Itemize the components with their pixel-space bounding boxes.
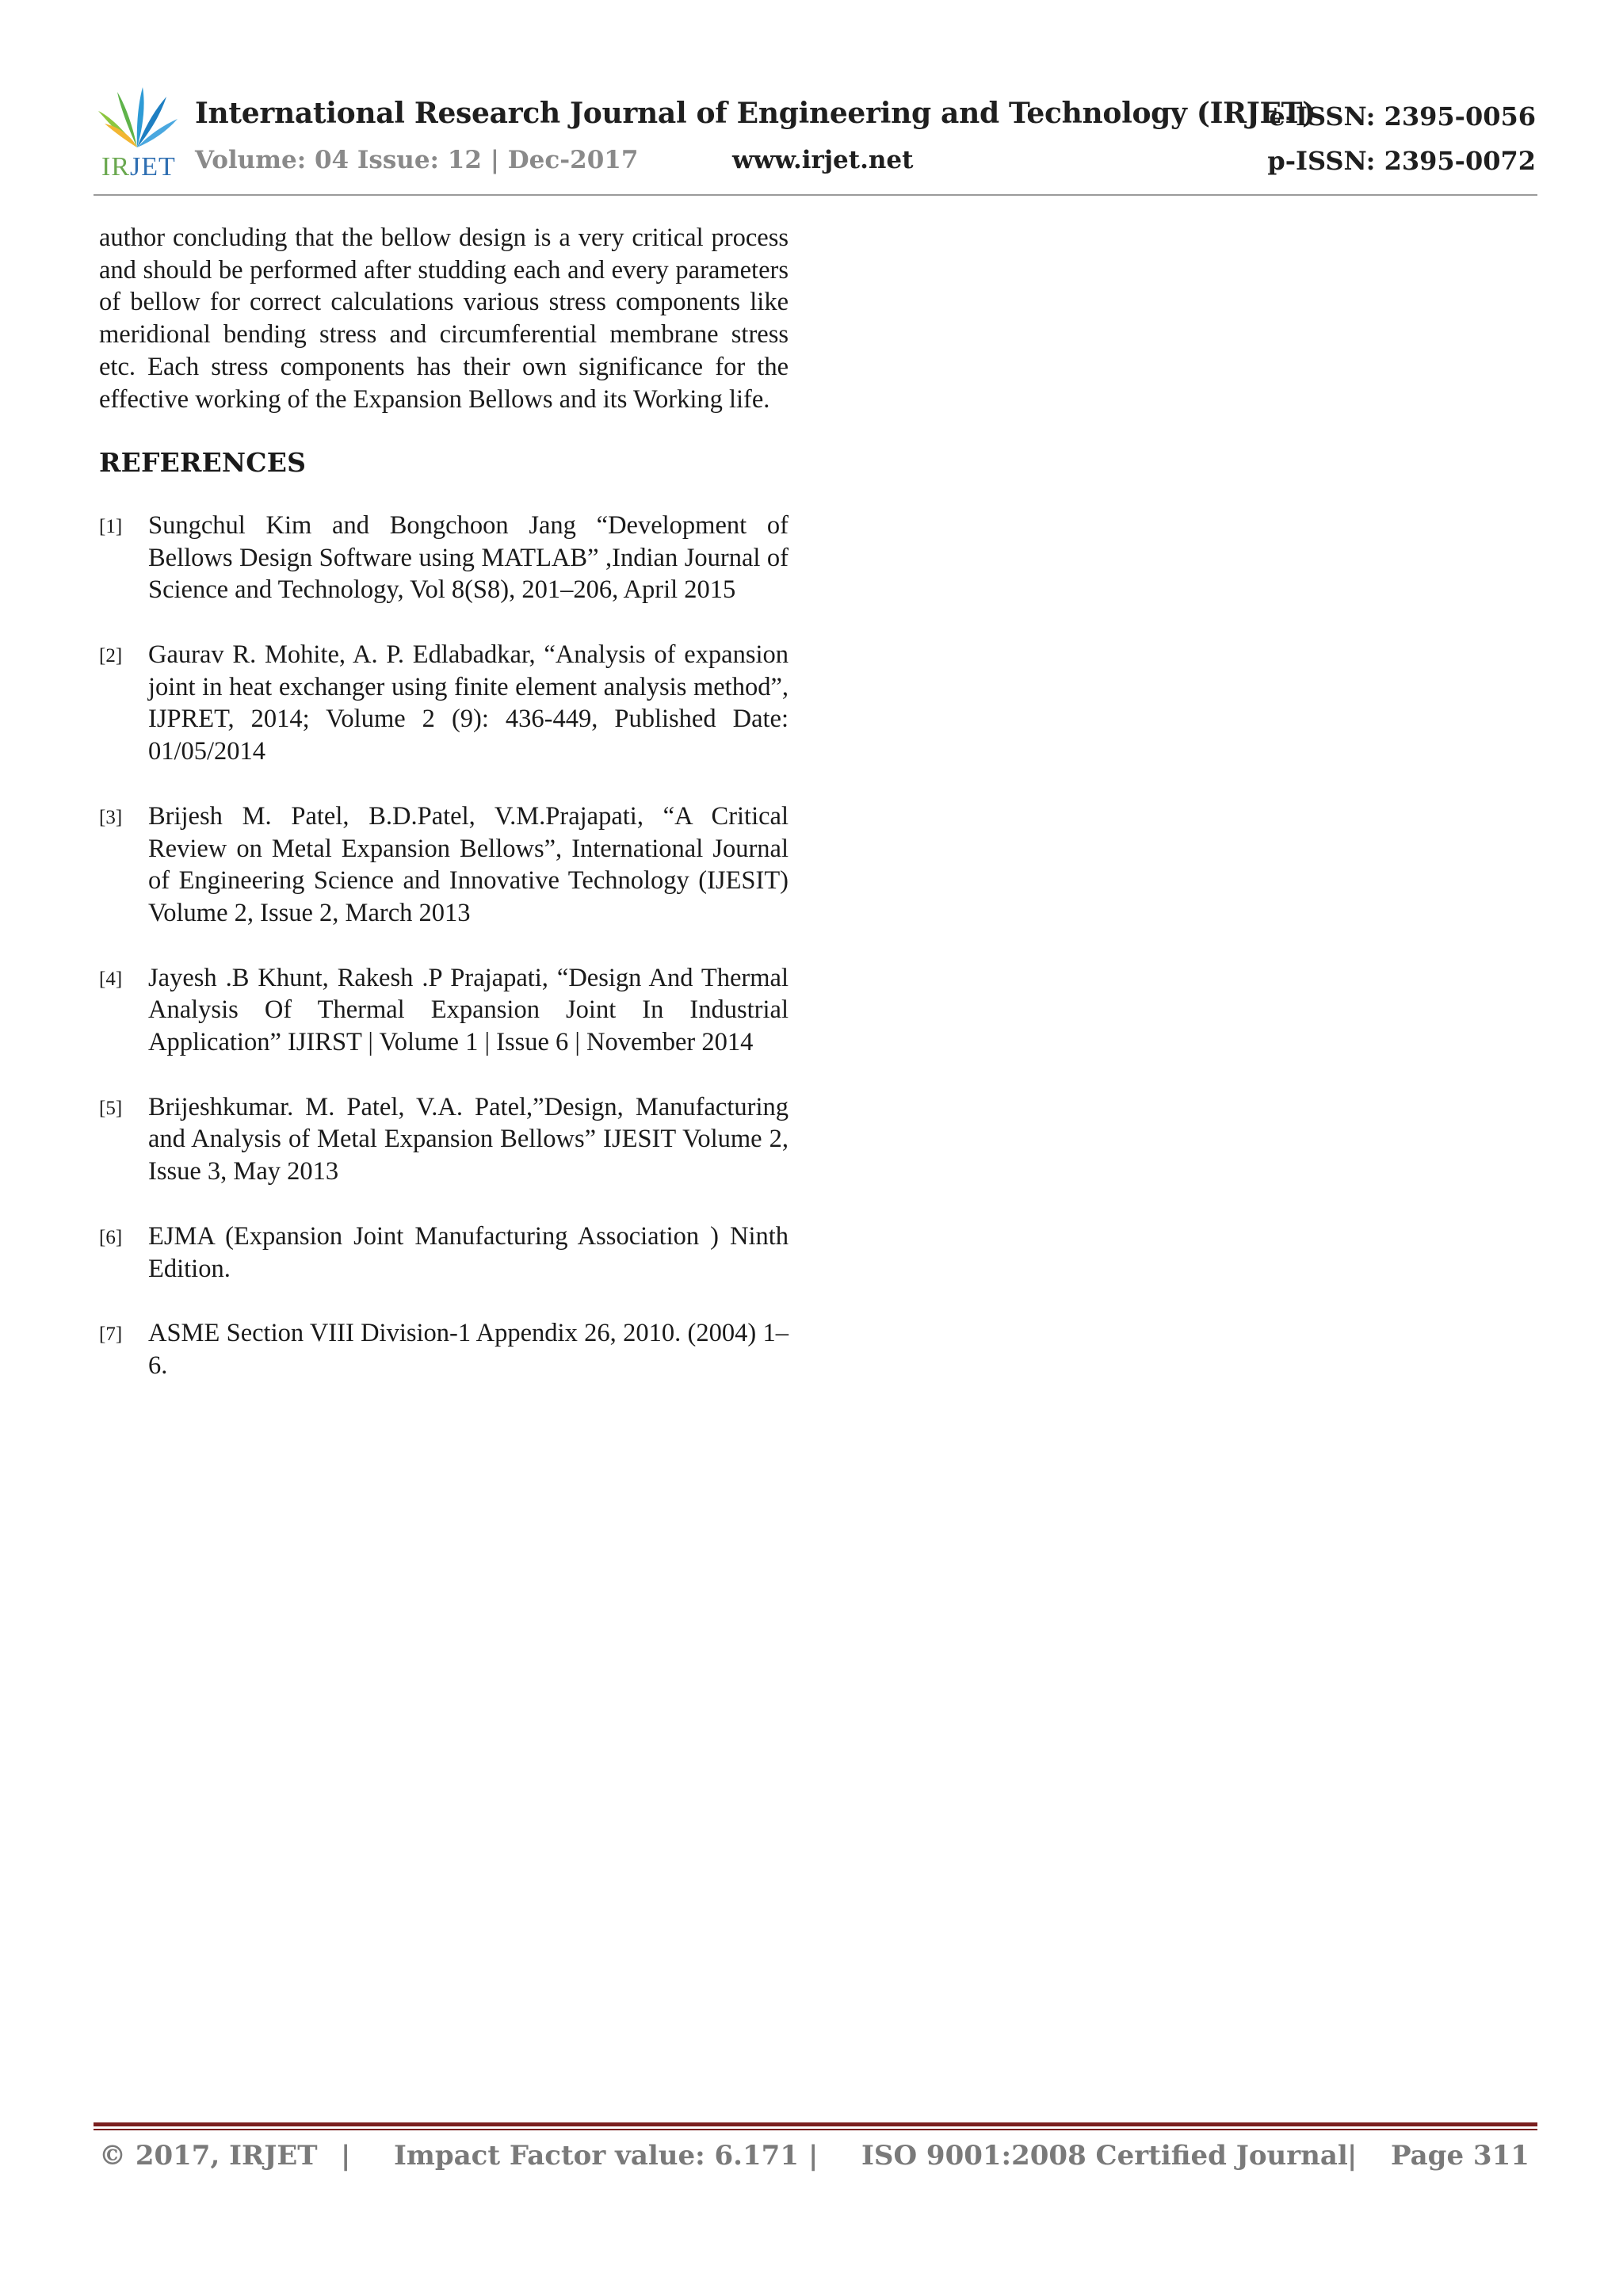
reference-number: [7] (99, 1324, 123, 1346)
reference-item (99, 639, 789, 768)
reference-text: Sungchul Kim and Bongchoon Jang “Development of Bellows Design Software using MATLAB” ,Indian Journal of Science and Technology, Vol 8(S8), 201–206, April 2015 (148, 510, 789, 605)
logo-text-ir: IR (101, 152, 130, 181)
footer-iso-certification: ISO 9001:2008 Certified Journal (861, 2140, 1348, 2172)
footer-divider-thin (94, 2129, 1537, 2130)
logo-text-jet: JET (130, 152, 176, 181)
logo-text (101, 152, 176, 182)
footer-separator: | (1347, 2140, 1358, 2172)
reference-item (99, 800, 789, 930)
reference-number: [4] (99, 968, 123, 990)
reference-text: Jayesh .B Khunt, Rakesh .P Prajapati, “Design And Thermal Analysis Of Thermal Expansion Joint In Industrial Application” IJIRST | Volume 1 | Issue 6 | November 2014 (148, 963, 789, 1057)
footer-divider-thick (94, 2122, 1537, 2126)
reference-item (99, 962, 789, 1059)
footer-separator: | (808, 2140, 819, 2172)
left-column (99, 222, 789, 1415)
journal-title: International Research Journal of Engineering and Technology (IRJET) (195, 97, 1316, 130)
footer-separator: | (341, 2140, 351, 2172)
reference-item (99, 1221, 789, 1285)
footer-page-number: Page 311 (1391, 2140, 1529, 2172)
reference-text: EJMA (Expansion Joint Manufacturing Association ) Ninth Edition. (148, 1221, 789, 1283)
reference-item (99, 510, 789, 606)
footer-impact-factor: Impact Factor value: 6.171 (394, 2140, 799, 2172)
reference-text: Brijeshkumar. M. Patel, V.A. Patel,”Design, Manufacturing and Analysis of Metal Expansion Bellows” IJESIT Volume 2, Issue 3, May 2013 (148, 1092, 789, 1186)
volume-issue: Volume: 04 Issue: 12 | Dec-2017 (195, 146, 639, 174)
reference-text: Brijesh M. Patel, B.D.Patel, V.M.Prajapati, “A Critical Review on Metal Expansion Bellows”, International Journal of Engineering Science and Innovative Technology (IJESIT) Volume 2, Issue 2, March 2013 (148, 801, 789, 927)
reference-number: [2] (99, 645, 123, 667)
reference-number: [5] (99, 1097, 123, 1119)
footer-copyright: © 2017, IRJET (99, 2140, 318, 2172)
reference-text: Gaurav R. Mohite, A. P. Edlabadkar, “Analysis of expansion joint in heat exchanger using finite element analysis method”, IJPRET, 2014; Volume 2 (9): 436-449, Published Date: 01/05/2014 (148, 640, 789, 766)
reference-number: [3] (99, 806, 123, 828)
pissn: p-ISSN: 2395-0072 (1267, 146, 1536, 176)
irjet-leaf-logo-icon (94, 84, 181, 185)
references-heading: REFERENCES (99, 447, 307, 479)
reference-number: [1] (99, 515, 123, 537)
reference-item (99, 1317, 789, 1381)
page-header (94, 79, 1536, 198)
conclusion-paragraph: author concluding that the bellow design is a very critical process and should be performed after studding each and every parameters of bellow for correct calculations various stress components like meridional bending stress and circumferential membrane stress etc. Each stress components has their own significance for the effective working of the Expansion Bellows and its Working life. (99, 223, 789, 414)
journal-website-link[interactable]: www.irjet.net (732, 146, 914, 174)
header-divider (94, 194, 1537, 196)
reference-item (99, 1091, 789, 1188)
reference-text: ASME Section VIII Division-1 Appendix 26, 2010. (2004) 1–6. (148, 1319, 789, 1380)
eissn: e-ISSN: 2395-0056 (1269, 101, 1536, 132)
reference-number: [6] (99, 1226, 123, 1248)
